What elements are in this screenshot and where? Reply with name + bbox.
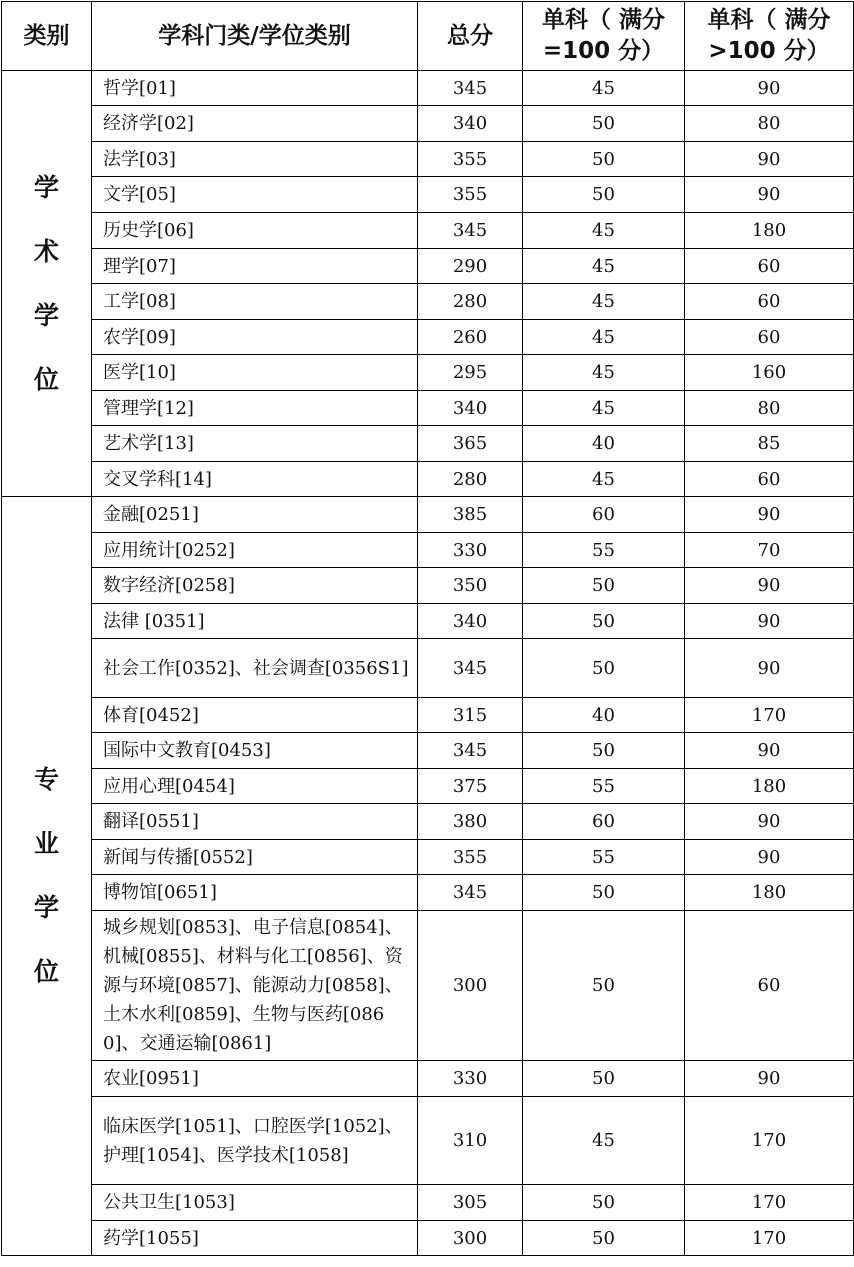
total-score-cell: 310 bbox=[418, 1097, 523, 1185]
subject-cell: 农业[0951] bbox=[92, 1061, 418, 1097]
table-row bbox=[2, 213, 854, 249]
total-score-cell: 330 bbox=[418, 1061, 523, 1097]
single-100-cell: 40 bbox=[523, 698, 685, 733]
subject-cell: 数字经济[0258] bbox=[92, 568, 418, 604]
single-100-cell: 50 bbox=[523, 106, 685, 142]
single-over-100-cell: 60 bbox=[685, 320, 854, 355]
header-single-100: 单科（ 满分=100 分） bbox=[523, 2, 685, 71]
header-row bbox=[2, 2, 854, 71]
single-over-100-cell: 180 bbox=[685, 213, 854, 249]
single-over-100-cell: 90 bbox=[685, 604, 854, 639]
single-over-100-cell: 90 bbox=[685, 639, 854, 698]
table-row bbox=[2, 355, 854, 391]
total-score-cell: 290 bbox=[418, 249, 523, 284]
subject-cell: 法学[03] bbox=[92, 142, 418, 177]
single-over-100-cell: 90 bbox=[685, 142, 854, 177]
category-char: 学 bbox=[33, 893, 59, 922]
single-over-100-cell: 160 bbox=[685, 355, 854, 391]
total-score-cell: 385 bbox=[418, 497, 523, 533]
subject-cell: 应用统计[0252] bbox=[92, 533, 418, 568]
single-100-cell: 45 bbox=[523, 71, 685, 106]
single-100-cell: 45 bbox=[523, 391, 685, 426]
total-score-cell: 345 bbox=[418, 733, 523, 769]
total-score-cell: 330 bbox=[418, 533, 523, 568]
table-row bbox=[2, 911, 854, 1061]
subject-cell: 工学[08] bbox=[92, 284, 418, 320]
single-100-cell: 55 bbox=[523, 533, 685, 568]
single-100-cell: 50 bbox=[523, 177, 685, 213]
header-category: 类别 bbox=[2, 2, 92, 71]
subject-cell: 医学[10] bbox=[92, 355, 418, 391]
total-score-cell: 260 bbox=[418, 320, 523, 355]
single-100-cell: 60 bbox=[523, 804, 685, 840]
subject-cell: 药学[1055] bbox=[92, 1221, 418, 1256]
table-row bbox=[2, 733, 854, 769]
table-row bbox=[2, 426, 854, 462]
single-over-100-cell: 60 bbox=[685, 911, 854, 1061]
total-score-cell: 300 bbox=[418, 1221, 523, 1256]
table-row bbox=[2, 177, 854, 213]
table-row bbox=[2, 106, 854, 142]
category-char: 业 bbox=[33, 829, 59, 858]
subject-cell: 应用心理[0454] bbox=[92, 769, 418, 804]
table-row bbox=[2, 142, 854, 177]
single-100-cell: 45 bbox=[523, 249, 685, 284]
table-row bbox=[2, 1221, 854, 1256]
single-100-cell: 45 bbox=[523, 1097, 685, 1185]
single-100-cell: 55 bbox=[523, 769, 685, 804]
total-score-cell: 295 bbox=[418, 355, 523, 391]
subject-cell: 法律 [0351] bbox=[92, 604, 418, 639]
single-over-100-cell: 90 bbox=[685, 568, 854, 604]
subject-cell: 体育[0452] bbox=[92, 698, 418, 733]
category-char: 位 bbox=[33, 957, 59, 986]
single-100-cell: 50 bbox=[523, 733, 685, 769]
subject-cell: 博物馆[0651] bbox=[92, 875, 418, 911]
single-over-100-cell: 70 bbox=[685, 533, 854, 568]
total-score-cell: 340 bbox=[418, 106, 523, 142]
table-row bbox=[2, 698, 854, 733]
single-100-cell: 50 bbox=[523, 568, 685, 604]
table-body bbox=[2, 71, 854, 1256]
total-score-cell: 300 bbox=[418, 911, 523, 1061]
category-char: 学 bbox=[33, 172, 59, 202]
total-score-cell: 315 bbox=[418, 698, 523, 733]
single-over-100-cell: 90 bbox=[685, 177, 854, 213]
category-char: 专 bbox=[33, 765, 59, 794]
total-score-cell: 355 bbox=[418, 142, 523, 177]
table-row bbox=[2, 391, 854, 426]
header-single-over-100: 单科（ 满分>100 分） bbox=[685, 2, 854, 71]
category-char: 学 bbox=[33, 300, 59, 330]
total-score-cell: 280 bbox=[418, 462, 523, 497]
single-100-cell: 45 bbox=[523, 284, 685, 320]
table-row bbox=[2, 249, 854, 284]
subject-cell: 公共卫生[1053] bbox=[92, 1185, 418, 1221]
table-row bbox=[2, 320, 854, 355]
single-100-cell: 50 bbox=[523, 875, 685, 911]
single-100-cell: 50 bbox=[523, 142, 685, 177]
total-score-cell: 345 bbox=[418, 875, 523, 911]
table-row bbox=[2, 71, 854, 106]
single-100-cell: 55 bbox=[523, 840, 685, 875]
subject-cell: 农学[09] bbox=[92, 320, 418, 355]
total-score-cell: 375 bbox=[418, 769, 523, 804]
table-row bbox=[2, 497, 854, 533]
total-score-cell: 355 bbox=[418, 177, 523, 213]
header-subject: 学科门类/学位类别 bbox=[92, 2, 418, 71]
single-over-100-cell: 60 bbox=[685, 249, 854, 284]
subject-cell: 交叉学科[14] bbox=[92, 462, 418, 497]
subject-cell: 理学[07] bbox=[92, 249, 418, 284]
single-over-100-cell: 170 bbox=[685, 1185, 854, 1221]
subject-cell: 国际中文教育[0453] bbox=[92, 733, 418, 769]
table-row bbox=[2, 533, 854, 568]
single-over-100-cell: 60 bbox=[685, 462, 854, 497]
total-score-cell: 345 bbox=[418, 213, 523, 249]
category-char: 术 bbox=[33, 236, 59, 266]
table-row bbox=[2, 568, 854, 604]
subject-cell: 经济学[02] bbox=[92, 106, 418, 142]
total-score-cell: 280 bbox=[418, 284, 523, 320]
single-over-100-cell: 90 bbox=[685, 497, 854, 533]
total-score-cell: 340 bbox=[418, 604, 523, 639]
subject-cell: 社会工作[0352]、社会调查[0356S1] bbox=[92, 639, 418, 698]
single-100-cell: 45 bbox=[523, 213, 685, 249]
single-100-cell: 50 bbox=[523, 604, 685, 639]
table-row bbox=[2, 769, 854, 804]
table-row bbox=[2, 639, 854, 698]
single-over-100-cell: 60 bbox=[685, 284, 854, 320]
single-over-100-cell: 170 bbox=[685, 1097, 854, 1185]
subject-cell: 管理学[12] bbox=[92, 391, 418, 426]
score-table bbox=[1, 1, 854, 1256]
single-over-100-cell: 90 bbox=[685, 840, 854, 875]
table-row bbox=[2, 604, 854, 639]
single-over-100-cell: 170 bbox=[685, 698, 854, 733]
category-char: 位 bbox=[33, 364, 59, 394]
table-row bbox=[2, 875, 854, 911]
table-row bbox=[2, 284, 854, 320]
subject-cell: 金融[0251] bbox=[92, 497, 418, 533]
table-row bbox=[2, 840, 854, 875]
single-over-100-cell: 170 bbox=[685, 1221, 854, 1256]
subject-cell: 历史学[06] bbox=[92, 213, 418, 249]
table-row bbox=[2, 462, 854, 497]
total-score-cell: 345 bbox=[418, 71, 523, 106]
single-100-cell: 60 bbox=[523, 497, 685, 533]
subject-cell: 文学[05] bbox=[92, 177, 418, 213]
subject-cell: 艺术学[13] bbox=[92, 426, 418, 462]
total-score-cell: 340 bbox=[418, 391, 523, 426]
table-row bbox=[2, 1097, 854, 1185]
total-score-cell: 365 bbox=[418, 426, 523, 462]
single-100-cell: 50 bbox=[523, 1061, 685, 1097]
single-over-100-cell: 85 bbox=[685, 426, 854, 462]
single-over-100-cell: 90 bbox=[685, 71, 854, 106]
total-score-cell: 350 bbox=[418, 568, 523, 604]
header-total: 总分 bbox=[418, 2, 523, 71]
total-score-cell: 355 bbox=[418, 840, 523, 875]
single-100-cell: 40 bbox=[523, 426, 685, 462]
category-cell bbox=[2, 497, 92, 1256]
single-over-100-cell: 180 bbox=[685, 769, 854, 804]
subject-cell: 哲学[01] bbox=[92, 71, 418, 106]
single-100-cell: 50 bbox=[523, 1221, 685, 1256]
subject-cell: 城乡规划[0853]、电子信息[0854]、机械[0855]、材料与化工[0856]、资源与环境[0857]、能源动力[0858]、土木水利[0859]、生物与医药[0860]、交通运输[0861] bbox=[92, 911, 418, 1061]
single-100-cell: 50 bbox=[523, 911, 685, 1061]
single-100-cell: 50 bbox=[523, 639, 685, 698]
total-score-cell: 345 bbox=[418, 639, 523, 698]
single-over-100-cell: 80 bbox=[685, 106, 854, 142]
single-100-cell: 45 bbox=[523, 320, 685, 355]
category-cell bbox=[2, 71, 92, 497]
single-100-cell: 45 bbox=[523, 355, 685, 391]
single-over-100-cell: 90 bbox=[685, 804, 854, 840]
single-over-100-cell: 80 bbox=[685, 391, 854, 426]
table-row bbox=[2, 1185, 854, 1221]
single-100-cell: 45 bbox=[523, 462, 685, 497]
total-score-cell: 380 bbox=[418, 804, 523, 840]
subject-cell: 翻译[0551] bbox=[92, 804, 418, 840]
single-100-cell: 50 bbox=[523, 1185, 685, 1221]
subject-cell: 新闻与传播[0552] bbox=[92, 840, 418, 875]
subject-cell: 临床医学[1051]、口腔医学[1052]、护理[1054]、医学技术[1058] bbox=[92, 1097, 418, 1185]
single-over-100-cell: 90 bbox=[685, 1061, 854, 1097]
table-row bbox=[2, 804, 854, 840]
single-over-100-cell: 90 bbox=[685, 733, 854, 769]
single-over-100-cell: 180 bbox=[685, 875, 854, 911]
table-row bbox=[2, 1061, 854, 1097]
total-score-cell: 305 bbox=[418, 1185, 523, 1221]
